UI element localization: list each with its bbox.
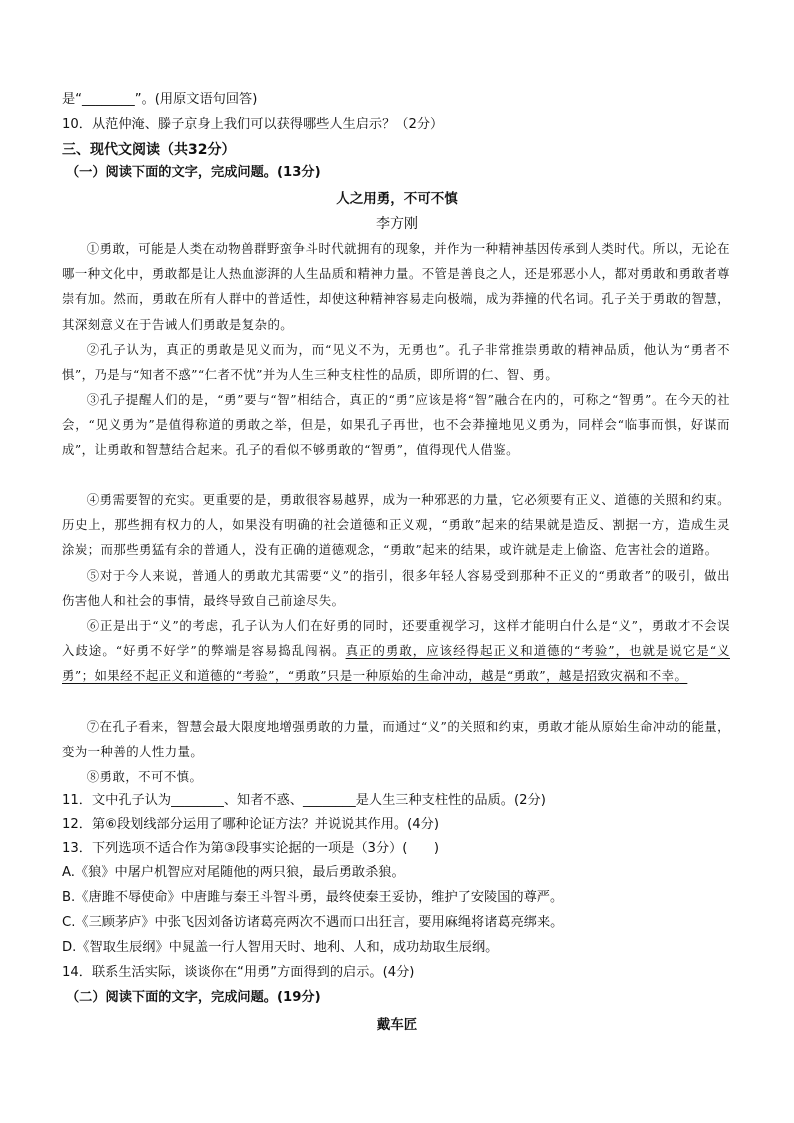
paragraph-5: ⑤对于今人来说，普通人的勇敢尤其需要“义”的指引，很多年轻人容易受到那种不正义的“勇敢者”的吸引，做出伤害他人和社会的事情，最终导致自己前途尽失。 (62, 568, 730, 609)
paragraph-6 (62, 613, 730, 689)
question-10: 10．从范仲淹、滕子京身上我们可以获得哪些人生启示？（2分） (62, 117, 444, 132)
paragraph-6-underlined-text: 真正的勇敢，应该经得起正义和道德的“考验”，也就是说它是“义勇”；如果经不起正义和道德的“考验”，“勇敢”只是一种原始的生命冲动，越是“勇敢”，越是招致灾祸和不幸。 (62, 643, 730, 684)
paragraph-1: ①勇敢，可能是人类在动物兽群野蛮争斗时代就拥有的现象，并作为一种精神基因传承到人类时代。所以，无论在哪一种文化中，勇敢都是让人热血澎湃的人生品质和精神力量。不管是善良之人，还是邪恶小人，都对勇敢和勇敢者尊崇有加。然而，勇敢在所有人群中的普适性，却使这种精神容易走向极端，成为莽撞的代名词。孔子关于勇敢的智慧，其深刻意义在于告诫人们勇敢是复杂的。 (62, 241, 730, 332)
section-heading: 三、现代文阅读（共32分） (62, 142, 236, 158)
part2-title: 戴车匠 (376, 1017, 418, 1033)
paragraph-4: ④勇需要智的充实。更重要的是，勇敢很容易越界，成为一种邪恶的力量，它必须要有正义、道德的关照和约束。历史上，那些拥有权力的人，如果没有明确的社会道德和正义观，“勇敢”起来的结果就是造反、割据一方，造成生灵涂炭；而那些勇猛有余的普通人，没有正确的道德观念，“勇敢”起来的结果，或许就是走上偷盗、危害社会的道路。 (62, 492, 730, 558)
question-13-option-b: B.《唐雎不辱使命》中唐雎与秦王斗智斗勇，最终使秦王妥协，维护了安陵国的尊严。 (62, 890, 564, 905)
question-12: 12．第⑥段划线部分运用了哪种论证方法？并说说其作用。(4分) (62, 817, 439, 832)
article-author: 李方刚 (376, 216, 418, 232)
answer-prompt-line: 是“________”。(用原文语句回答) (62, 92, 258, 107)
question-13-option-a: A.《狼》中屠户机智应对尾随他的两只狼，最后勇敢杀狼。 (62, 865, 405, 880)
paragraph-3: ③孔子提醒人们的是，“勇”要与“智”相结合，真正的“勇”应该是将“智”融合在内的，可称之“智勇”。在今天的社会，“见义勇为”是值得称道的勇敢之举，但是，如果孔子再世，也不会莽撞地见义勇为，同样会“临事而惧，好谋而成”，让勇敢和智慧结合起来。孔子的看似不够勇敢的“智勇”，值得现代人借鉴。 (62, 392, 730, 458)
question-14: 14．联系生活实际，谈谈你在“用勇”方面得到的启示。(4分) (62, 965, 415, 980)
part1-heading: （一）阅读下面的文字，完成问题。(13分) (66, 165, 321, 180)
question-11: 11．文中孔子认为________、知者不惑、________是人生三种支柱性的品质。(2分) (62, 793, 546, 808)
question-13-option-c: C.《三顾茅庐》中张飞因刘备访诸葛亮两次不遇而口出狂言，要用麻绳将诸葛亮绑来。 (62, 915, 564, 930)
paragraph-8: ⑧勇敢，不可不慎。 (86, 769, 203, 784)
paragraph-2: ②孔子认为，真正的勇敢是见义而为，而“见义不为，无勇也”。孔子非常推崇勇敢的精神品质，他认为“勇者不惧”，乃是与“知者不惑”“仁者不忧”并为人生三种支柱性的品质，即所谓的仁、智、勇。 (62, 342, 730, 383)
question-13-option-d: D.《智取生辰纲》中晁盖一行人智用天时、地利、人和，成功劫取生辰纲。 (62, 940, 499, 955)
article-title: 人之用勇，不可不慎 (336, 191, 458, 207)
paragraph-7: ⑦在孔子看来，智慧会最大限度地增强勇敢的力量，而通过“义”的关照和约束，勇敢才能从原始生命冲动的能量，变为一种善的人性力量。 (62, 719, 730, 760)
part2-heading: （二）阅读下面的文字，完成问题。(19分) (66, 990, 321, 1005)
question-13: 13．下列选项不适合作为第③段事实论据的一项是（3分）( ) (62, 841, 439, 856)
paragraph-6-text: ⑥正是出于“义”的考虑，孔子认为人们在好勇的同时，还要重视学习，这样才能明白什么是“义”，勇敢才不会误入歧途。“好勇不好学”的弊端是容易捣乱闯祸。 (62, 618, 730, 659)
